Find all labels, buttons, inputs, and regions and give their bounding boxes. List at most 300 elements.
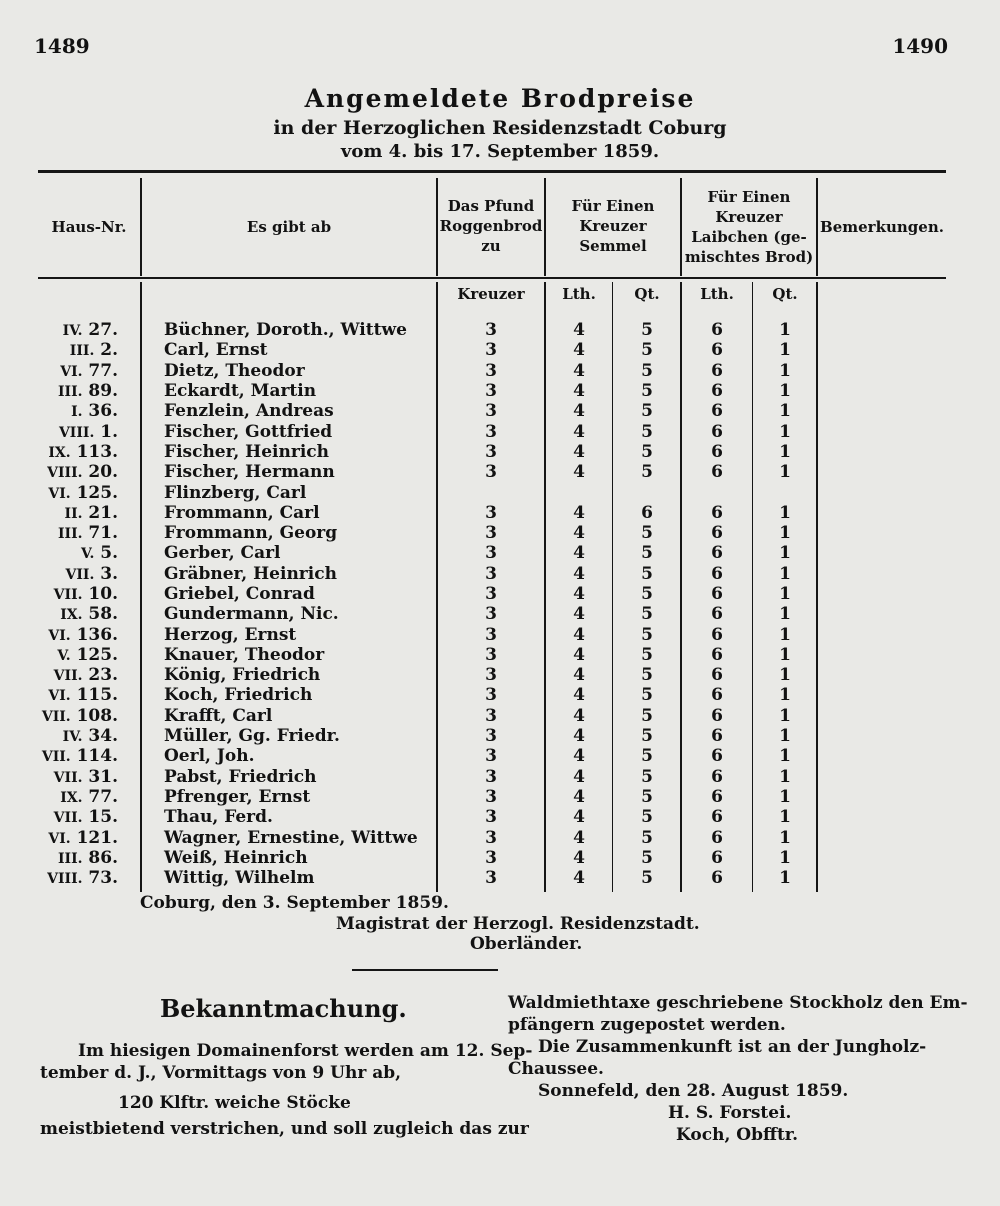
house-no: 125. bbox=[76, 482, 118, 503]
table-row bbox=[0, 523, 1000, 543]
notice-signer-1: H. S. Forstei. bbox=[668, 1103, 792, 1123]
house-district: VIII. bbox=[58, 424, 95, 441]
house-no: 113. bbox=[76, 441, 118, 462]
header-name: Es gibt ab bbox=[246, 218, 332, 236]
document-date-range: vom 4. bis 17. September 1859. bbox=[340, 141, 660, 162]
notice-left-line: Im hiesigen Domainenforst werden am 12. Sep- bbox=[78, 1041, 533, 1061]
header-roggenbrod-line: zu bbox=[481, 237, 501, 255]
table-row bbox=[0, 381, 1000, 401]
cell-price: 3 bbox=[485, 502, 497, 523]
house-number bbox=[0, 625, 124, 645]
house-district: IX. bbox=[60, 789, 83, 806]
table-row bbox=[0, 604, 1000, 624]
house-no: 23. bbox=[88, 665, 118, 686]
baker-name: Krafft, Carl bbox=[164, 705, 273, 726]
cell-sem-qt: 5 bbox=[641, 563, 653, 584]
cell-sem-qt: 5 bbox=[641, 360, 653, 381]
cell-lai-lth: 6 bbox=[711, 604, 723, 625]
cell-price: 3 bbox=[485, 685, 497, 706]
cell-sem-lth: 4 bbox=[573, 441, 585, 462]
house-no: 108. bbox=[76, 705, 118, 726]
cell-sem-qt: 5 bbox=[641, 665, 653, 686]
cell-sem-qt: 5 bbox=[641, 624, 653, 645]
table-row bbox=[0, 564, 1000, 584]
cell-sem-lth: 4 bbox=[573, 766, 585, 787]
header-laibchen-line: Für Einen bbox=[707, 188, 791, 206]
cell-sem-qt: 5 bbox=[641, 685, 653, 706]
house-number bbox=[0, 442, 124, 462]
cell-price: 3 bbox=[485, 340, 497, 361]
cell-lai-qt: 1 bbox=[779, 523, 791, 544]
subheader-laibchen-qt: Qt. bbox=[772, 285, 798, 303]
house-number bbox=[0, 685, 124, 705]
cell-sem-qt: 5 bbox=[641, 381, 653, 402]
house-district: III. bbox=[57, 384, 83, 401]
house-number bbox=[0, 462, 124, 482]
table-top-rule bbox=[38, 170, 946, 173]
cell-sem-lth: 4 bbox=[573, 462, 585, 483]
baker-name: Wittig, Wilhelm bbox=[164, 868, 315, 889]
notice-left-line: tember d. J., Vormittags von 9 Uhr ab, bbox=[40, 1063, 402, 1083]
header-semmel-line: Kreuzer bbox=[579, 217, 647, 235]
house-number bbox=[0, 503, 124, 523]
cell-lai-lth: 6 bbox=[711, 807, 723, 828]
cell-lai-qt: 1 bbox=[779, 868, 791, 889]
cell-lai-lth: 6 bbox=[711, 624, 723, 645]
house-number bbox=[0, 706, 124, 726]
baker-name: Koch, Friedrich bbox=[164, 685, 313, 706]
subheader-kreuzer: Kreuzer bbox=[457, 285, 525, 303]
table-body bbox=[0, 320, 1000, 888]
baker-name: Fischer, Hermann bbox=[164, 462, 335, 483]
house-district: IX. bbox=[60, 607, 83, 624]
baker-name: Wagner, Ernestine, Wittwe bbox=[164, 827, 418, 848]
cell-sem-qt: 5 bbox=[641, 340, 653, 361]
house-no: 114. bbox=[76, 746, 118, 767]
baker-name: Pfrenger, Ernst bbox=[164, 786, 311, 807]
house-number bbox=[0, 787, 124, 807]
house-number bbox=[0, 848, 124, 868]
cell-lai-lth: 6 bbox=[711, 421, 723, 442]
cell-sem-qt: 5 bbox=[641, 462, 653, 483]
cell-sem-qt: 5 bbox=[641, 401, 653, 422]
house-number bbox=[0, 422, 124, 442]
baker-name: Gundermann, Nic. bbox=[164, 604, 339, 625]
house-district: VII. bbox=[53, 587, 83, 603]
table-row bbox=[0, 807, 1000, 827]
table-row bbox=[0, 726, 1000, 746]
cell-sem-qt: 5 bbox=[641, 543, 653, 564]
cell-lai-qt: 1 bbox=[779, 847, 791, 868]
table-row bbox=[0, 868, 1000, 888]
table-row bbox=[0, 767, 1000, 787]
section-divider bbox=[352, 969, 498, 971]
house-number bbox=[0, 543, 124, 563]
cell-sem-qt: 5 bbox=[641, 523, 653, 544]
baker-name: Eckardt, Martin bbox=[164, 381, 317, 402]
house-no: 34. bbox=[88, 726, 118, 747]
page-number-right: 1490 bbox=[892, 34, 948, 58]
cell-lai-lth: 6 bbox=[711, 360, 723, 381]
cell-price: 3 bbox=[485, 665, 497, 686]
cell-sem-qt: 5 bbox=[641, 604, 653, 625]
house-number bbox=[0, 564, 124, 584]
house-district: VIII. bbox=[47, 871, 83, 888]
house-number bbox=[0, 523, 124, 543]
house-district: VII. bbox=[53, 769, 83, 786]
cell-price: 3 bbox=[485, 462, 497, 483]
notice-left-line: meistbietend verstrichen, und soll zugleich das zur bbox=[40, 1119, 529, 1139]
house-number bbox=[0, 807, 124, 827]
cell-lai-lth: 6 bbox=[711, 685, 723, 706]
cell-sem-lth: 4 bbox=[573, 807, 585, 828]
table-row bbox=[0, 665, 1000, 685]
cell-sem-qt: 5 bbox=[641, 847, 653, 868]
house-no: 15. bbox=[88, 807, 118, 828]
house-no: 1. bbox=[100, 421, 118, 442]
house-district: III. bbox=[57, 526, 83, 543]
table-row bbox=[0, 421, 1000, 441]
baker-name: Pabst, Friedrich bbox=[164, 766, 317, 787]
baker-name: Büchner, Doroth., Wittwe bbox=[164, 320, 407, 341]
notice-right-line: Waldmiethtaxe geschriebene Stockholz den Em- bbox=[508, 993, 968, 1013]
house-district: IX. bbox=[48, 444, 71, 461]
house-district: VI. bbox=[48, 627, 71, 644]
cell-sem-qt: 5 bbox=[641, 827, 653, 848]
cell-lai-qt: 1 bbox=[779, 441, 791, 462]
cell-lai-lth: 6 bbox=[711, 644, 723, 665]
cell-sem-lth: 4 bbox=[573, 726, 585, 747]
cell-price: 3 bbox=[485, 320, 497, 341]
table-row bbox=[0, 442, 1000, 462]
house-no: 20. bbox=[88, 462, 118, 483]
house-number bbox=[0, 401, 124, 421]
cell-lai-lth: 6 bbox=[711, 381, 723, 402]
table-row bbox=[0, 645, 1000, 665]
baker-name: Carl, Ernst bbox=[164, 340, 268, 361]
house-district: V. bbox=[81, 546, 95, 563]
cell-lai-qt: 1 bbox=[779, 462, 791, 483]
cell-lai-qt: 1 bbox=[779, 665, 791, 686]
baker-name: Gerber, Carl bbox=[164, 543, 281, 564]
cell-lai-lth: 6 bbox=[711, 543, 723, 564]
house-district: VII. bbox=[41, 749, 71, 766]
cell-lai-qt: 1 bbox=[779, 705, 791, 726]
cell-sem-qt: 5 bbox=[641, 807, 653, 828]
house-number bbox=[0, 828, 124, 848]
cell-sem-qt: 5 bbox=[641, 644, 653, 665]
table-row bbox=[0, 624, 1000, 644]
baker-name: Fischer, Heinrich bbox=[164, 441, 330, 462]
house-no: 10. bbox=[88, 584, 118, 604]
cell-sem-lth: 4 bbox=[573, 340, 585, 361]
cell-lai-lth: 6 bbox=[711, 827, 723, 848]
cell-sem-lth: 4 bbox=[573, 847, 585, 868]
cell-price: 3 bbox=[485, 766, 497, 787]
cell-sem-qt: 5 bbox=[641, 705, 653, 726]
cell-lai-lth: 6 bbox=[711, 584, 723, 604]
baker-name: Fenzlein, Andreas bbox=[164, 401, 334, 422]
cell-price: 3 bbox=[485, 421, 497, 442]
cell-sem-lth: 4 bbox=[573, 665, 585, 686]
baker-name: Fischer, Gottfried bbox=[164, 421, 333, 442]
table-footer-place-date: Coburg, den 3. September 1859. bbox=[140, 893, 449, 913]
baker-name: Thau, Ferd. bbox=[164, 807, 273, 828]
cell-lai-qt: 1 bbox=[779, 502, 791, 523]
house-no: 77. bbox=[88, 360, 118, 381]
house-district: VI. bbox=[48, 688, 71, 705]
header-laibchen-line: Kreuzer bbox=[715, 208, 783, 226]
table-row bbox=[0, 685, 1000, 705]
cell-sem-lth: 4 bbox=[573, 421, 585, 442]
baker-name: Dietz, Theodor bbox=[164, 360, 305, 381]
cell-price: 3 bbox=[485, 827, 497, 848]
cell-price: 3 bbox=[485, 807, 497, 828]
cell-sem-lth: 4 bbox=[573, 868, 585, 889]
table-row bbox=[0, 746, 1000, 766]
table-row bbox=[0, 827, 1000, 847]
cell-price: 3 bbox=[485, 746, 497, 767]
header-semmel bbox=[546, 196, 680, 256]
cell-sem-lth: 4 bbox=[573, 624, 585, 645]
cell-price: 3 bbox=[485, 563, 497, 584]
house-district: VII. bbox=[65, 566, 95, 583]
cell-sem-qt: 5 bbox=[641, 726, 653, 747]
table-row bbox=[0, 462, 1000, 482]
cell-sem-qt: 5 bbox=[641, 868, 653, 889]
cell-lai-qt: 1 bbox=[779, 746, 791, 767]
house-no: 36. bbox=[88, 401, 118, 422]
cell-lai-lth: 6 bbox=[711, 746, 723, 767]
cell-sem-lth: 4 bbox=[573, 360, 585, 381]
cell-lai-lth: 6 bbox=[711, 401, 723, 422]
house-no: 125. bbox=[76, 644, 118, 665]
cell-sem-lth: 4 bbox=[573, 604, 585, 625]
notice-right-place-date: Sonnefeld, den 28. August 1859. bbox=[538, 1081, 849, 1101]
house-no: 77. bbox=[88, 786, 118, 807]
header-roggenbrod bbox=[438, 196, 544, 256]
cell-sem-qt: 5 bbox=[641, 766, 653, 787]
baker-name: Frommann, Carl bbox=[164, 502, 320, 523]
subheader-semmel-lth: Lth. bbox=[562, 285, 596, 303]
cell-lai-qt: 1 bbox=[779, 624, 791, 645]
cell-price: 3 bbox=[485, 786, 497, 807]
cell-sem-lth: 4 bbox=[573, 705, 585, 726]
header-laibchen-line: Laibchen (ge- bbox=[691, 228, 807, 246]
house-number bbox=[0, 604, 124, 624]
cell-price: 3 bbox=[485, 644, 497, 665]
cell-price: 3 bbox=[485, 543, 497, 564]
cell-lai-qt: 1 bbox=[779, 584, 791, 604]
cell-lai-lth: 6 bbox=[711, 441, 723, 462]
cell-price: 3 bbox=[485, 705, 497, 726]
baker-name: Flinzberg, Carl bbox=[164, 482, 307, 503]
cell-lai-qt: 1 bbox=[779, 807, 791, 828]
cell-sem-qt: 5 bbox=[641, 421, 653, 442]
house-number bbox=[0, 340, 124, 360]
cell-lai-qt: 1 bbox=[779, 360, 791, 381]
house-number bbox=[0, 767, 124, 787]
house-district: I. bbox=[71, 404, 83, 421]
table-row bbox=[0, 543, 1000, 563]
header-roggenbrod-line: Roggenbrod bbox=[439, 217, 543, 235]
house-no: 115. bbox=[76, 685, 118, 706]
subheader-semmel-qt: Qt. bbox=[634, 285, 660, 303]
cell-lai-qt: 1 bbox=[779, 685, 791, 706]
cell-lai-lth: 6 bbox=[711, 523, 723, 544]
cell-sem-lth: 4 bbox=[573, 827, 585, 848]
table-row bbox=[0, 340, 1000, 360]
house-number bbox=[0, 868, 124, 888]
cell-lai-lth: 6 bbox=[711, 665, 723, 686]
house-no: 2. bbox=[100, 340, 118, 361]
cell-lai-lth: 6 bbox=[711, 726, 723, 747]
house-district: IV. bbox=[62, 323, 83, 340]
header-laibchen-line: mischtes Brod) bbox=[684, 248, 814, 266]
cell-sem-lth: 4 bbox=[573, 401, 585, 422]
house-number bbox=[0, 483, 124, 503]
table-row bbox=[0, 787, 1000, 807]
cell-sem-qt: 5 bbox=[641, 320, 653, 341]
notice-right-line: Die Zusammenkunft ist an der Jungholz- bbox=[538, 1037, 927, 1057]
house-no: 73. bbox=[88, 868, 118, 889]
house-no: 27. bbox=[88, 320, 118, 341]
house-district: III. bbox=[69, 343, 95, 360]
cell-lai-qt: 1 bbox=[779, 563, 791, 584]
cell-sem-lth: 4 bbox=[573, 644, 585, 665]
cell-lai-qt: 1 bbox=[779, 644, 791, 665]
house-number bbox=[0, 584, 124, 604]
house-number bbox=[0, 320, 124, 340]
header-bemerkungen: Bemerkungen. bbox=[820, 218, 944, 236]
table-footer-magistrat: Magistrat der Herzogl. Residenzstadt. bbox=[336, 914, 700, 934]
baker-name: Müller, Gg. Friedr. bbox=[164, 726, 340, 747]
house-no: 31. bbox=[88, 766, 118, 787]
cell-price: 3 bbox=[485, 401, 497, 422]
notice-right-line: Chaussee. bbox=[508, 1059, 604, 1079]
cell-lai-qt: 1 bbox=[779, 543, 791, 564]
house-no: 136. bbox=[76, 624, 118, 645]
cell-sem-lth: 4 bbox=[573, 381, 585, 402]
house-district: VI. bbox=[48, 830, 71, 847]
table-row bbox=[0, 401, 1000, 421]
cell-price: 3 bbox=[485, 726, 497, 747]
cell-sem-qt: 5 bbox=[641, 441, 653, 462]
house-district: VI. bbox=[60, 363, 83, 380]
baker-name: Knauer, Theodor bbox=[164, 644, 325, 665]
cell-lai-qt: 1 bbox=[779, 320, 791, 341]
cell-sem-lth: 4 bbox=[573, 685, 585, 706]
baker-name: Oerl, Joh. bbox=[164, 746, 255, 767]
header-semmel-line: Für Einen bbox=[571, 197, 655, 215]
house-district: II. bbox=[64, 505, 83, 522]
notice-signer-2: Koch, Obfftr. bbox=[676, 1125, 799, 1145]
baker-name: König, Friedrich bbox=[164, 665, 321, 686]
cell-price: 3 bbox=[485, 441, 497, 462]
cell-sem-lth: 4 bbox=[573, 584, 585, 604]
house-no: 58. bbox=[88, 604, 118, 625]
baker-name: Gräbner, Heinrich bbox=[164, 563, 337, 584]
subheader-laibchen-lth: Lth. bbox=[700, 285, 734, 303]
notice-right-line: pfängern zugepostet werden. bbox=[508, 1015, 786, 1035]
table-header-rule bbox=[38, 277, 946, 279]
cell-lai-lth: 6 bbox=[711, 340, 723, 361]
house-no: 21. bbox=[88, 502, 118, 523]
cell-sem-qt: 5 bbox=[641, 786, 653, 807]
house-district: V. bbox=[57, 647, 71, 664]
cell-sem-lth: 4 bbox=[573, 523, 585, 544]
cell-lai-lth: 6 bbox=[711, 868, 723, 889]
house-number bbox=[0, 381, 124, 401]
notice-heading: Bekanntmachung. bbox=[160, 994, 407, 1023]
baker-name: Weiß, Heinrich bbox=[164, 847, 308, 868]
cell-lai-lth: 6 bbox=[711, 502, 723, 523]
house-number bbox=[0, 645, 124, 665]
table-row bbox=[0, 320, 1000, 340]
house-number bbox=[0, 665, 124, 685]
page-number-left: 1489 bbox=[34, 34, 90, 58]
table-row bbox=[0, 482, 1000, 502]
cell-price: 3 bbox=[485, 847, 497, 868]
cell-lai-qt: 1 bbox=[779, 421, 791, 442]
house-no: 121. bbox=[76, 827, 118, 848]
cell-lai-lth: 6 bbox=[711, 705, 723, 726]
house-district: VI. bbox=[48, 485, 71, 502]
cell-price: 3 bbox=[485, 624, 497, 645]
house-no: 3. bbox=[100, 563, 118, 584]
house-number bbox=[0, 746, 124, 766]
table-footer-signer: Oberländer. bbox=[470, 934, 583, 954]
cell-lai-lth: 6 bbox=[711, 766, 723, 787]
house-number bbox=[0, 726, 124, 746]
house-no: 86. bbox=[88, 847, 118, 868]
cell-sem-qt: 5 bbox=[641, 746, 653, 767]
document-subtitle: in der Herzoglichen Residenzstadt Coburg bbox=[273, 117, 727, 139]
table-row bbox=[0, 584, 1000, 604]
cell-lai-qt: 1 bbox=[779, 604, 791, 625]
house-district: VII. bbox=[53, 668, 83, 685]
document-title: Angemeldete Brodpreise bbox=[304, 84, 696, 113]
cell-sem-lth: 4 bbox=[573, 543, 585, 564]
cell-price: 3 bbox=[485, 381, 497, 402]
cell-price: 3 bbox=[485, 523, 497, 544]
cell-lai-lth: 6 bbox=[711, 847, 723, 868]
cell-sem-lth: 4 bbox=[573, 502, 585, 523]
house-district: VII. bbox=[41, 708, 71, 725]
cell-lai-qt: 1 bbox=[779, 340, 791, 361]
header-semmel-line: Semmel bbox=[579, 237, 647, 255]
cell-lai-qt: 1 bbox=[779, 786, 791, 807]
cell-lai-lth: 6 bbox=[711, 462, 723, 483]
cell-lai-lth: 6 bbox=[711, 786, 723, 807]
house-number bbox=[0, 361, 124, 381]
cell-lai-qt: 1 bbox=[779, 401, 791, 422]
cell-lai-qt: 1 bbox=[779, 381, 791, 402]
notice-left-line: 120 Klftr. weiche Stöcke bbox=[118, 1093, 351, 1113]
baker-name: Frommann, Georg bbox=[164, 523, 338, 544]
cell-lai-qt: 1 bbox=[779, 827, 791, 848]
header-roggenbrod-line: Das Pfund bbox=[447, 197, 535, 215]
cell-lai-lth: 6 bbox=[711, 563, 723, 584]
baker-name: Griebel, Conrad bbox=[164, 584, 315, 604]
baker-name: Herzog, Ernst bbox=[164, 624, 297, 645]
cell-sem-lth: 4 bbox=[573, 320, 585, 341]
table-row bbox=[0, 503, 1000, 523]
cell-sem-lth: 4 bbox=[573, 746, 585, 767]
cell-price: 3 bbox=[485, 360, 497, 381]
house-district: IV. bbox=[62, 729, 83, 746]
cell-lai-lth: 6 bbox=[711, 320, 723, 341]
